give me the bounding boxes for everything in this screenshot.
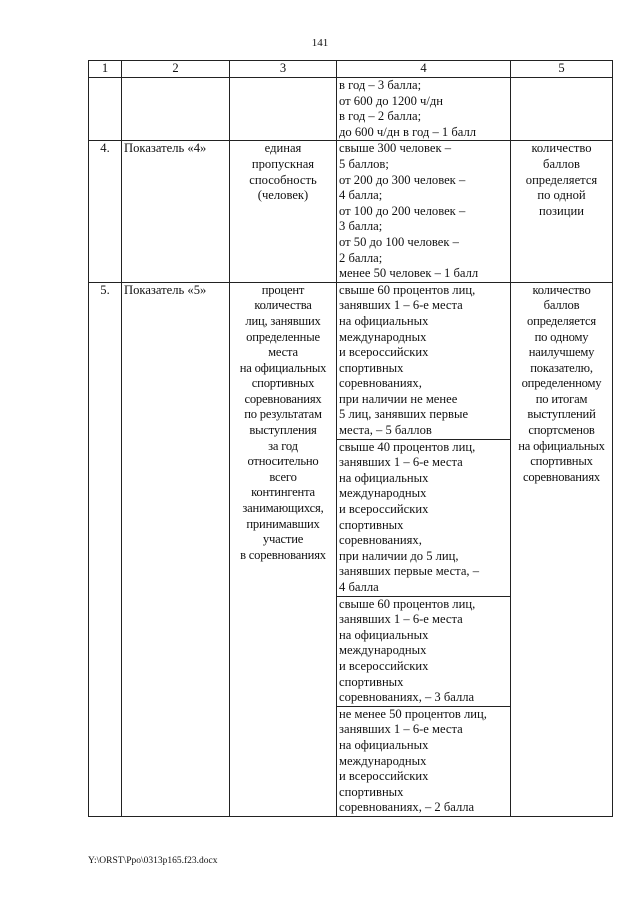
criteria-table xyxy=(88,60,613,817)
indicator-note: количество баллов определяется по одной позиции xyxy=(511,141,613,282)
indicator-unit: процент количества лиц, занявших определенные места на официальных спортивных соревнованиях по результатам выступления за год относительно всего контингента занимающихся, принимавших участие в соревнованиях xyxy=(230,282,337,816)
indicator-name: Показатель «4» xyxy=(122,141,230,282)
cell-empty xyxy=(230,78,337,141)
cell-empty xyxy=(122,78,230,141)
criteria-3-points: свыше 60 процентов лиц, занявших 1 – 6-е места на официальных международных и всероссийских спортивных соревнованиях, – 3 балла xyxy=(337,596,511,706)
header-col-5: 5 xyxy=(511,61,613,78)
table-row-indicator-4 xyxy=(89,141,613,282)
criteria-2-points: не менее 50 процентов лиц, занявших 1 – 6-е места на официальных международных и всероссийских спортивных соревнованиях, – 2 балла xyxy=(337,706,511,816)
header-col-4: 4 xyxy=(337,61,511,78)
table-row-continuation xyxy=(89,78,613,141)
criteria-4-points: свыше 40 процентов лиц, занявших 1 – 6-е места на официальных международных и всероссийских спортивных соревнованиях, при наличии до 5 лиц, занявших первые места, – 4 балла xyxy=(337,439,511,596)
header-col-1: 1 xyxy=(89,61,122,78)
table-header-row xyxy=(89,61,613,78)
criteria-5-points: свыше 60 процентов лиц, занявших 1 – 6-е места на официальных международных и всероссийских спортивных соревнованиях, при наличии не менее 5 лиц, занявших первые места, – 5 баллов xyxy=(337,282,511,439)
header-col-3: 3 xyxy=(230,61,337,78)
cell-empty xyxy=(511,78,613,141)
page-number: 141 xyxy=(311,37,329,49)
indicator-unit: единая пропускная способность (человек) xyxy=(230,141,337,282)
indicator-criteria: свыше 300 человек – 5 баллов; от 200 до 300 человек – 4 балла; от 100 до 200 человек – 3 балла; от 50 до 100 человек – 2 балла; менее 50 человек – 1 балл xyxy=(337,141,511,282)
header-col-2: 2 xyxy=(122,61,230,78)
criteria-continuation: в год – 3 балла; от 600 до 1200 ч/дн в год – 2 балла; до 600 ч/дн в год – 1 балл xyxy=(337,78,511,141)
indicator-name: Показатель «5» xyxy=(122,282,230,816)
row-number: 5. xyxy=(89,282,122,816)
indicator-note: количество баллов определяется по одному наилучшему показателю, определенному по итогам выступлений спортсменов на официальных спортивных соревнованиях xyxy=(511,282,613,816)
table-row-indicator-5 xyxy=(89,282,613,439)
cell-empty xyxy=(89,78,122,141)
file-path-footer: Y:\ORST\Ppo\0313p165.f23.docx xyxy=(88,856,218,866)
row-number: 4. xyxy=(89,141,122,282)
